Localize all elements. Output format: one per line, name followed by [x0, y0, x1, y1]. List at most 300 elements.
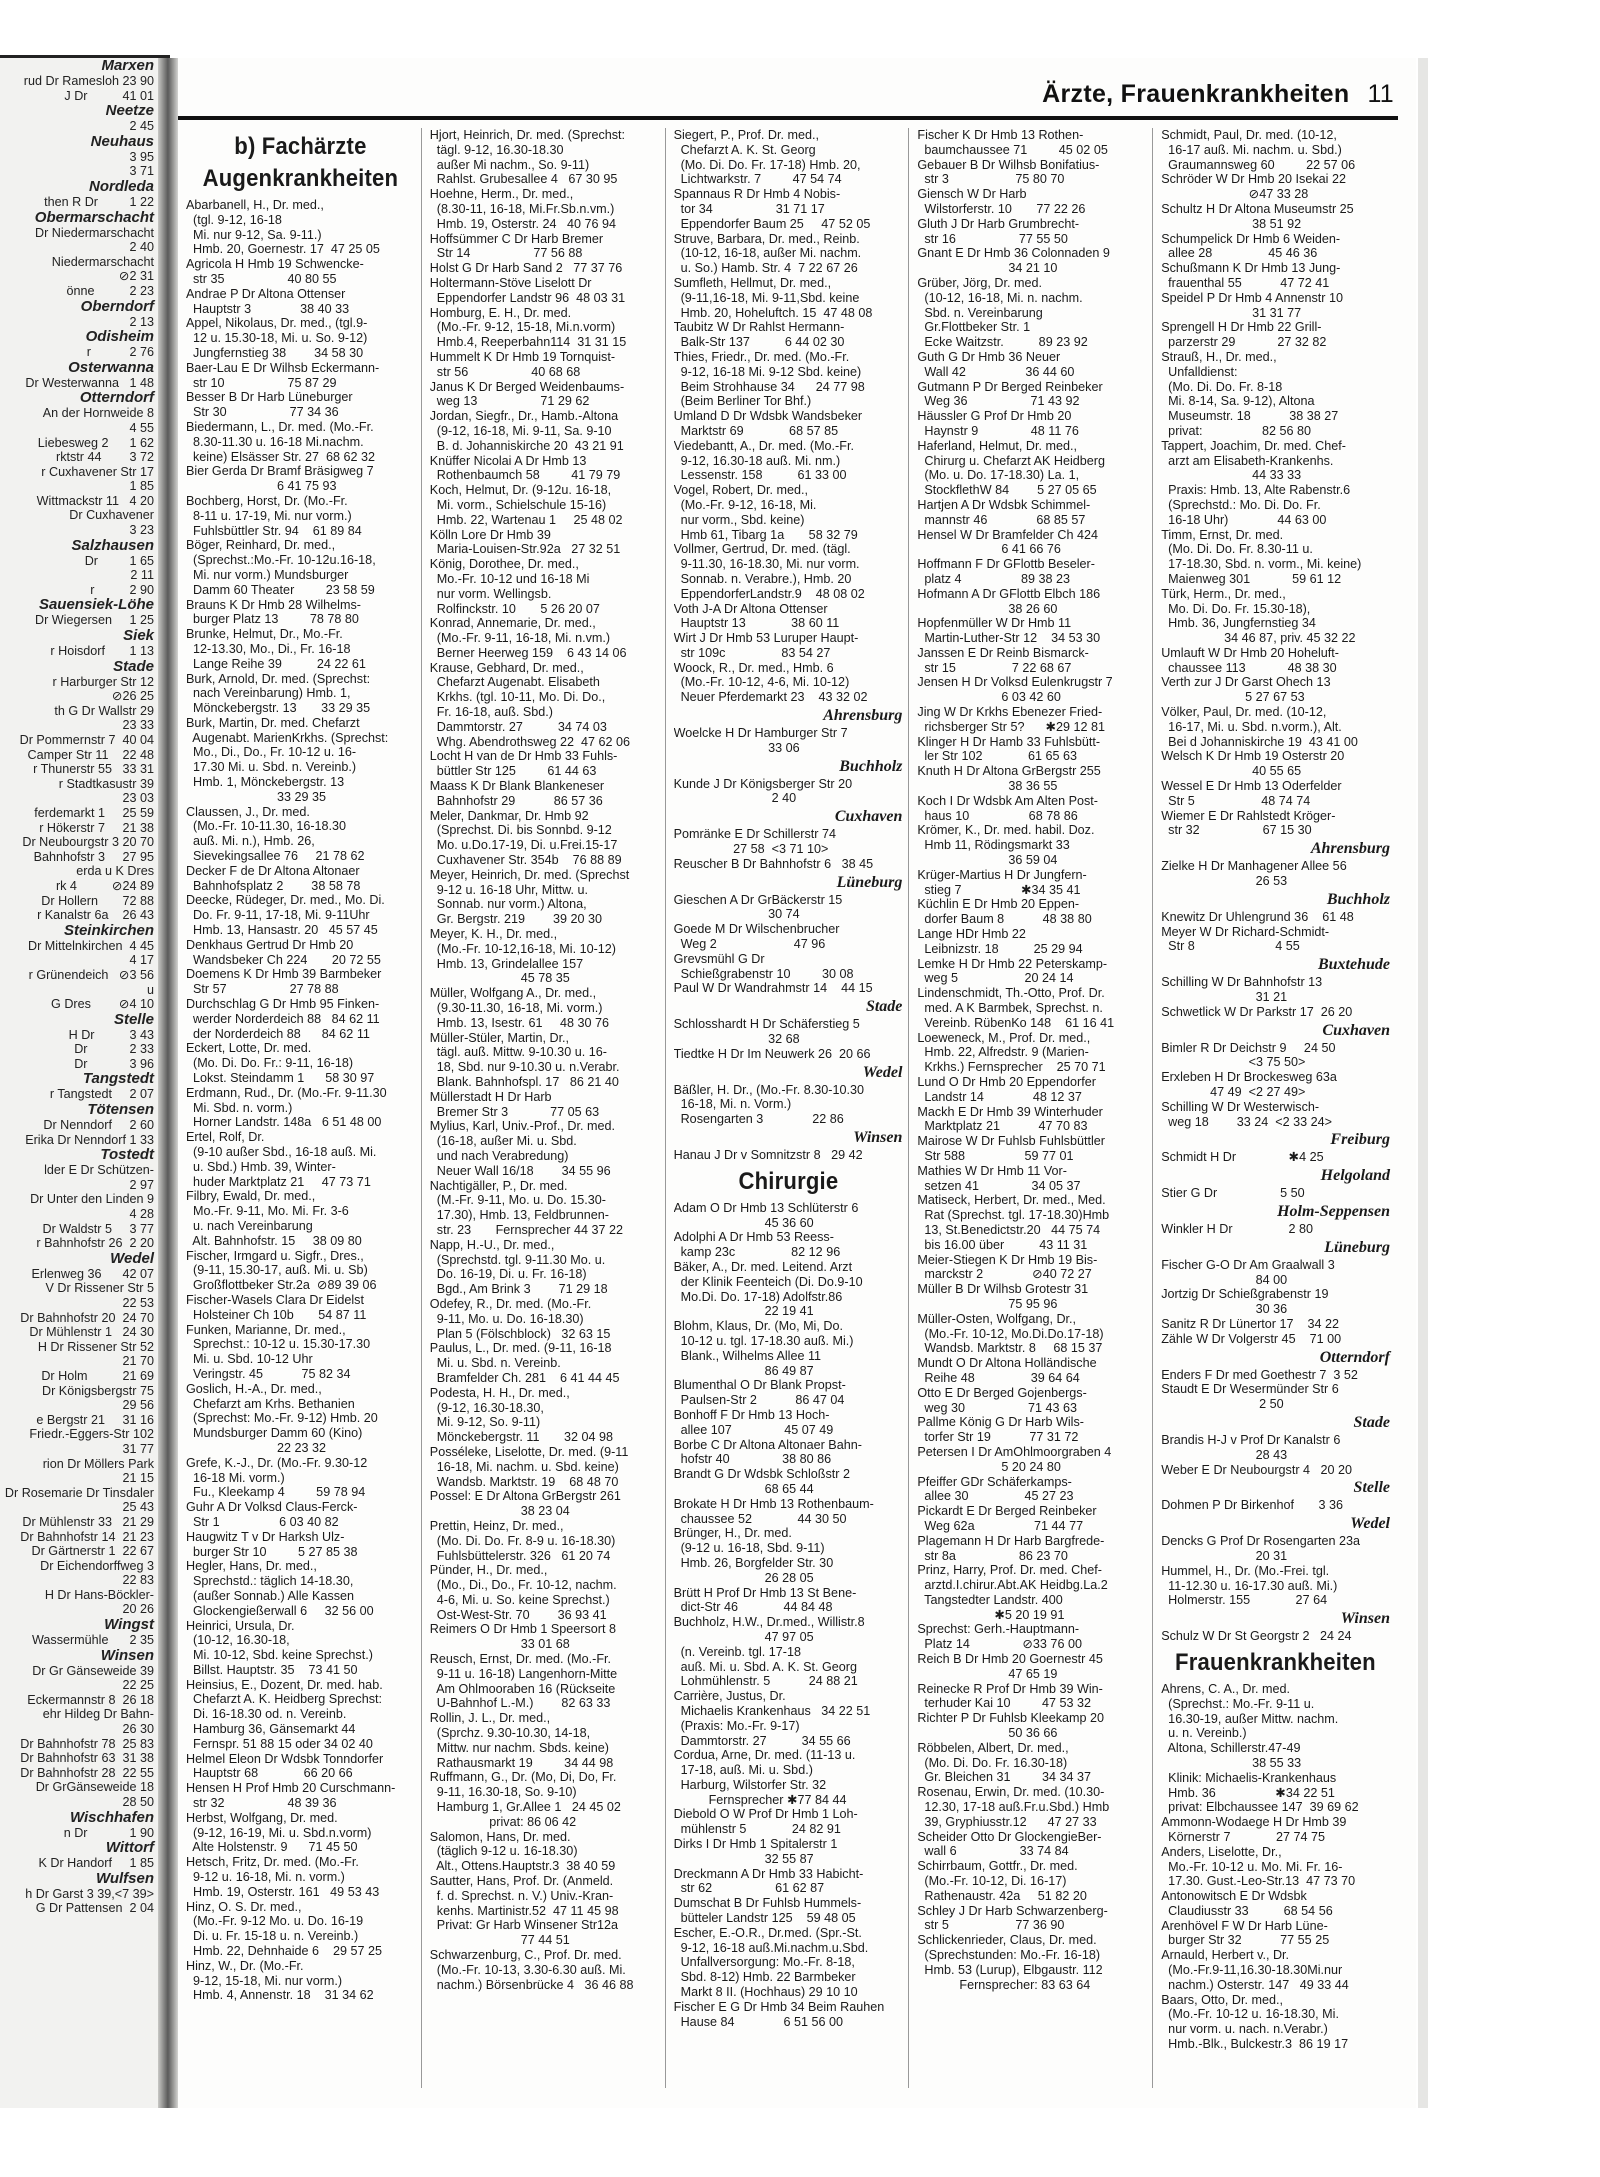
listing-line: 86 49 87 — [673, 1363, 814, 1378]
listing-line: Weg 36 71 43 92 — [917, 394, 1080, 409]
city-heading: Buxtehude — [1317, 956, 1390, 974]
left-page-line: Dr Gr Gänseweide 39 — [32, 1663, 154, 1678]
listing-line: Fuhlsbüttler Str. 94 61 89 84 — [186, 523, 362, 538]
listing-line: baumchaussee 71 45 02 05 — [917, 142, 1108, 157]
listing-line: Lokst. Steindamm 1 58 30 97 — [186, 1071, 375, 1086]
listing-line: Markt 8 II. (Hochhaus) 29 10 10 — [673, 1985, 858, 2000]
listing-line: Bier Gerda Dr Bramf Bräsigweg 7 — [186, 464, 374, 479]
listing-line: Rosenau, Erwin, Dr. med. (10.30- — [917, 1785, 1105, 1800]
listing-line: Bramfelder Ch. 281 6 41 44 45 — [429, 1370, 620, 1385]
listing-line: Knewitz Dr Uhlengrund 36 61 48 — [1161, 909, 1354, 924]
listing-line: dorfer Baum 8 48 38 80 — [917, 912, 1092, 927]
listing-line: Am Ohlmooraben 16 (Rückseite — [429, 1681, 616, 1696]
listing-line: Do. Fr. 9-11, 17-18, Mi. 9-11Uhr — [186, 908, 370, 923]
listing-line: keine) Elsässer Str. 27 68 62 32 — [186, 449, 376, 464]
listing-line: weg 13 71 29 62 — [429, 394, 590, 409]
listing-line: Sbd. 8-12) Hmb. 22 Barmbeker — [673, 1970, 856, 1985]
listing-line: Mi. u. Sbd. n. Vereinb. — [429, 1356, 561, 1371]
listing-line: Hmb. 19, Osterstr. 161 49 53 43 — [186, 1884, 380, 1899]
listing-line: Di. 16-18.30 od. n. Vereinb. — [186, 1707, 347, 1722]
listing-line: Bahnhofsplatz 2 38 58 78 — [186, 878, 361, 893]
listing-line: Meier-Stiegen K Dr Hmb 19 Bis- — [917, 1252, 1098, 1267]
left-page-line: Niedermarschacht — [51, 254, 154, 269]
listing-line: privat: Elbchaussee 147 39 69 62 — [1161, 1800, 1359, 1815]
listing-line: med. A K Barmbek, Sprechst. n. — [917, 1001, 1103, 1016]
listing-line: Harburg, Wilstorfer Str. 32 — [673, 1777, 827, 1792]
listing-line: Hetsch, Fritz, Dr. med. (Mo.-Fr. — [186, 1855, 359, 1870]
listing-line: Sievekingsallee 76 21 78 62 — [186, 849, 365, 864]
listing-line: kenhs. Martinistr.52 47 11 45 98 — [429, 1903, 619, 1918]
listing-line: frauenthal 55 47 72 41 — [1161, 275, 1330, 290]
listing-line: Körnerstr 7 27 74 75 — [1161, 1829, 1325, 1844]
listing-line: Reusch, Ernst, Dr. med. (Mo.-Fr. — [429, 1652, 612, 1667]
listing-line: Fr. 16-18, auß. Sbd.) — [429, 705, 553, 720]
listing-line: nachm.) Osterstr. 147 49 33 44 — [1161, 1977, 1349, 1992]
listing-line: dict-Str 46 44 84 48 — [673, 1600, 833, 1615]
left-page-line: 2 13 — [129, 314, 154, 329]
listing-line: 16-18, Mi. n. Vorm.) — [673, 1097, 792, 1112]
book-gutter-shadow — [158, 58, 180, 2108]
city-heading: Tötensen — [87, 1101, 154, 1119]
listing-line: Hamburg 36, Gänsemarkt 44 — [186, 1722, 356, 1737]
listing-line: parzerstr 29 27 32 82 — [1161, 335, 1327, 350]
listing-line: stieg 7 ✱34 35 41 — [917, 882, 1081, 897]
listing-line: Veringstr. 45 75 82 34 — [186, 1366, 351, 1381]
listing-line: 16-18 Mi. vorm.) — [186, 1470, 285, 1485]
left-page-line: Dr Bahnhofstr 28 22 55 — [20, 1765, 154, 1780]
column-4 — [909, 128, 1153, 2088]
city-heading: Helgoland — [1320, 1167, 1390, 1185]
left-page-line: r Hökerstr 7 21 38 — [39, 820, 154, 835]
left-page-line: Dr Hollern 72 88 — [41, 893, 154, 908]
listing-line: (Mo.-Fr. 9-12, 16-18, Mi. — [673, 497, 817, 512]
listing-line: Homburg, E. H., Dr. med. — [429, 305, 572, 320]
listing-line: Mylius, Karl, Univ.-Prof., Dr. med. — [429, 1119, 616, 1134]
listing-line: Haugwitz T v Dr Harksh Ulz- — [186, 1529, 345, 1544]
listing-line: Wall 42 36 44 60 — [917, 364, 1075, 379]
left-page-line: h Dr Garst 3 39,<7 39> — [25, 1886, 154, 1901]
listing-line: Zähle W Dr Volgerstr 45 71 00 — [1161, 1331, 1342, 1346]
listing-line: Burk, Arnold, Dr. med. (Sprechst: — [186, 671, 371, 686]
listing-line: Paul W Dr Wandrahmstr 14 44 15 — [673, 981, 873, 996]
listing-line: Hmb. 13, Hansastr. 20 45 57 45 — [186, 923, 378, 938]
listing-line: Ost-West-Str. 70 36 93 41 — [429, 1607, 607, 1622]
left-page-line: r Tangstedt 2 07 — [49, 1087, 154, 1102]
listing-line: Hmb.-Blk., Bulckestr.3 86 19 17 — [1161, 2037, 1349, 2052]
listing-line: (Mo.-Fr. 10-12, 4-6, Mi. 10-12) — [673, 675, 850, 690]
listing-line: B. d. Johanniskirche 20 43 21 91 — [429, 438, 624, 453]
listing-line: (Praxis: Mo.-Fr. 9-17) — [673, 1718, 800, 1733]
listing-line: (Sprechstunden: Mo.-Fr. 16-18) — [917, 1948, 1101, 1963]
left-page-line: Dr Niedermarschacht — [35, 225, 154, 240]
listing-line: Fischer-Wasels Clara Dr Eidelst — [186, 1292, 364, 1307]
listing-line: Jordan, Siegfr., Dr., Hamb.-Altona — [429, 409, 619, 424]
listing-line: Goslich, H.-A., Dr. med., — [186, 1381, 322, 1396]
listing-line: Dreckmann A Dr Hmb 33 Habicht- — [673, 1866, 864, 1881]
listing-line: 30 74 — [673, 907, 800, 922]
listing-line: Praxis: Hmb. 13, Alte Rabenstr.6 — [1161, 483, 1351, 498]
listing-line: Mittw. nur nachm. Sbds. keine) — [429, 1740, 609, 1755]
listing-line: Str 1 6 03 40 82 — [186, 1514, 339, 1529]
listing-line: Str 14 77 56 88 — [429, 246, 583, 261]
listing-line: 10-12 u. tgl. 17-18.30 auß. Mi.) — [673, 1333, 854, 1348]
left-page-line: Dr Holm 21 69 — [41, 1368, 154, 1383]
listing-line: Speidel P Dr Hmb 4 Annenstr 10 — [1161, 290, 1343, 305]
listing-line: Fernspr. 51 88 15 oder 34 02 40 — [186, 1736, 373, 1751]
left-page-line: r Grünendeich ⊘3 56 — [28, 967, 154, 982]
listing-line: (10-12, 16-18, Mi. n. nachm. — [917, 290, 1083, 305]
left-page-line: 4 55 — [129, 420, 154, 435]
listing-line: privat: 86 06 42 — [429, 1814, 577, 1829]
listing-line: Holst G Dr Harb Sand 2 77 37 76 — [429, 261, 623, 276]
listing-line: Meler, Dankmar, Dr. Hmb 92 — [429, 808, 589, 823]
listing-line: (Sprechst.:Mo.-Fr. 10-12u.16-18, — [186, 553, 376, 568]
listing-line: außer Mi nachm., So. 9-11) — [429, 157, 590, 172]
listing-line: Fernsprecher: 83 63 64 — [917, 1977, 1091, 1992]
listing-line: Maienweg 301 59 61 12 — [1161, 571, 1342, 586]
listing-line: 34 46 87, priv. 45 32 22 — [1161, 631, 1356, 646]
listing-line: Burk, Martin, Dr. med. Chefarzt — [186, 715, 360, 730]
listing-line: (8.30-11, 16-18, Mi.Fr.Sb.n.vm.) — [429, 201, 615, 216]
listing-line: Napp, H.-U., Dr. med., — [429, 1237, 555, 1252]
listing-line: 2 40 — [673, 791, 797, 806]
listing-line: wall 6 33 74 84 — [917, 1844, 1069, 1859]
city-heading: Otterndorf — [1319, 1348, 1390, 1366]
listing-line: Brünger, H., Dr. med. — [673, 1526, 792, 1541]
city-heading: Winsen — [1340, 1610, 1390, 1628]
listing-line: Mi. nur 9-12, Sa. 9-11.) — [186, 227, 322, 242]
listing-line: mannstr 46 68 85 57 — [917, 512, 1086, 527]
listing-line: Welsch K Dr Hmb 19 Osterstr 20 — [1161, 749, 1345, 764]
listing-line: Bei d Johanniskirche 19 43 41 00 — [1161, 734, 1358, 749]
listing-line: Graumannsweg 60 22 57 06 — [1161, 157, 1356, 172]
listing-line: Kunde J Dr Königsberger Str 20 — [673, 776, 853, 791]
listing-line: bis 16.00 über 43 11 31 — [917, 1237, 1088, 1252]
listing-line: Rathenaustr. 42a 51 82 20 — [917, 1888, 1087, 1903]
listing-line: weg 30 71 43 63 — [917, 1400, 1078, 1415]
listing-line: Durchschlag G Dr Hmb 95 Finken- — [186, 997, 380, 1012]
city-heading: Winsen — [853, 1129, 903, 1147]
listing-line: Adolphi A Dr Hmb 53 Reess- — [673, 1230, 834, 1245]
listing-line: allee 28 45 46 36 — [1161, 246, 1318, 261]
listing-line: Hmb 11, Rödingsmarkt 33 — [917, 838, 1070, 853]
left-page-line: H Dr 3 43 — [68, 1027, 154, 1042]
listing-line: und nach Verabredung) — [429, 1148, 569, 1163]
listing-line: Denkhaus Gertrud Dr Hmb 20 — [186, 937, 354, 952]
listing-line: (Mo.-Fr. 10-12, Mo.Di.Do.17-18) — [917, 1326, 1104, 1341]
listing-line: Müllerstadt H Dr Harb — [429, 1089, 552, 1104]
listing-line: Deecke, Rüdeger, Dr. med., Mo. Di. — [186, 893, 385, 908]
listing-line: str 32 48 39 36 — [186, 1796, 337, 1811]
listing-line: Erdmann, Rud., Dr. (Mo.-Fr. 9-11.30 — [186, 1085, 387, 1100]
listing-line: 16-17 auß. Mi. nachm. u. Sbd.) — [1161, 142, 1342, 157]
left-page-line: then R Dr 1 22 — [44, 194, 154, 209]
listing-line: Hmb. 20, Goernestr. 17 47 25 05 — [186, 242, 380, 257]
left-page-line: Friedr.-Eggers-Str 102 — [29, 1427, 154, 1442]
listing-line: Meyer, Heinrich, Dr. med. (Sprechst — [429, 867, 630, 882]
listing-line: 16-18 Uhr) 44 63 00 — [1161, 512, 1327, 527]
listing-line: Str 8 4 55 — [1161, 939, 1300, 954]
city-heading: Wittorf — [105, 1839, 154, 1857]
left-page-line: r 2 76 — [86, 345, 154, 360]
listing-line: Unfalldienst: — [1161, 364, 1238, 379]
left-page-line: ⊘2 31 — [118, 269, 154, 284]
listing-line: Eckert, Lotte, Dr. med. — [186, 1041, 312, 1056]
listing-line: Paulsen-Str 2 86 47 04 — [673, 1393, 845, 1408]
listing-line: Dencks G Prof Dr Rosengarten 23a — [1161, 1534, 1360, 1549]
listing-line: Nachtigäller, P., Dr. med. — [429, 1178, 568, 1193]
listing-line: Hensel W Dr Bramfelder Ch 424 — [917, 527, 1098, 542]
listing-line: Neuer Wall 16/18 34 55 96 — [429, 1163, 611, 1178]
listing-line: Krüger-Martius H Dr Jungfern- — [917, 867, 1087, 882]
left-page-line: r Bahnhofstr 26 2 20 — [36, 1236, 154, 1251]
left-page-line: rion Dr Möllers Park — [42, 1456, 154, 1471]
left-page-line: Dr Bahnhofstr 63 31 38 — [20, 1751, 154, 1766]
listing-line: 68 65 44 — [673, 1481, 814, 1496]
listing-line: Andrae P Dr Altona Ottenser — [186, 286, 346, 301]
left-page-line: 2 11 — [130, 568, 154, 583]
listing-line: privat: 82 56 80 — [1161, 423, 1311, 438]
listing-line: 17.30), Hmb. 13, Feldbrunnen- — [429, 1208, 610, 1223]
listing-line: Sumfleth, Hellmut, Dr. med., — [673, 275, 832, 290]
listing-line: Mathies W Dr Hmb 11 Vor- — [917, 1163, 1067, 1178]
city-heading: Obermarschacht — [34, 208, 154, 226]
listing-line: Hanau J Dr v Somnitzstr 8 29 42 — [673, 1148, 863, 1163]
listing-line: 39, Gryphiusstr.12 47 27 33 — [917, 1814, 1097, 1829]
listing-line: (10-12, 16-18, außer Mi. nachm. — [673, 246, 862, 261]
listing-line: Sbd. n. Vereinbarung — [917, 305, 1043, 320]
listing-line: Ertel, Rolf, Dr. — [186, 1130, 265, 1145]
listing-line: Hmb. 26, Borgfelder Str. 30 — [673, 1555, 834, 1570]
listing-line: der Klinik Feenteich (Di. Do.9-10 — [673, 1274, 863, 1289]
listing-line: Bochberg, Horst, Dr. (Mo.-Fr. — [186, 493, 348, 508]
listing-line: 9-12, 16-18 auß.Mi.nachm.u.Sbd. — [673, 1940, 869, 1955]
listing-line: Kölln Lore Dr Hmb 39 — [429, 527, 551, 542]
listing-line: 38 55 33 — [1161, 1755, 1302, 1770]
listing-line: Mönckebergstr. 11 32 04 98 — [429, 1430, 613, 1445]
left-page-line: 2 97 — [129, 1177, 154, 1192]
listing-line: Str 30 77 34 36 — [186, 405, 339, 420]
listing-line: Helmel Eleon Dr Wdsbk Tonndorfer — [186, 1751, 384, 1766]
listing-line: Voth J-A Dr Altona Ottenser — [673, 601, 828, 616]
listing-line: Di. u. Fr. 15-18 u. n. Vereinb.) — [186, 1929, 359, 1944]
listing-line: Eppendorfer Baum 25 47 52 05 — [673, 216, 871, 231]
left-page-line: 3 23 — [129, 523, 154, 538]
listing-line: 31 31 77 — [1161, 305, 1302, 320]
listing-line: 17-18, auß. Mi. u. Sbd.) — [673, 1763, 813, 1778]
listing-line: Matiseck, Herbert, Dr. med., Med. — [917, 1193, 1106, 1208]
left-page-line: e Bergstr 21 31 16 — [36, 1412, 154, 1427]
listing-line: Mo. Di. Do. Fr. 15.30-18), — [1161, 601, 1311, 616]
listing-line: 9-12, 15-18, Mi. nur vorm.) — [186, 1973, 343, 1988]
left-page-line: ehr Hildeg Dr Bahn- — [42, 1707, 154, 1722]
listing-line: Maria-Louisen-Str.92a 27 32 51 — [429, 542, 621, 557]
listing-line: Woock, R., Dr. med., Hmb. 6 — [673, 660, 834, 675]
listing-line: 8.30-11.30 u. 16-18 Mi.nachm. — [186, 434, 364, 449]
listing-line: Lange Reihe 39 24 22 61 — [186, 656, 366, 671]
listing-line: Escher, E.-O.R., Dr.med. (Spr.-St. — [673, 1925, 862, 1940]
city-heading: Tostedt — [100, 1146, 154, 1164]
listing-line: burger Str 10 5 27 85 38 — [186, 1544, 358, 1559]
listing-line: Hmb. 36, Jungfernstieg 34 — [1161, 616, 1316, 631]
city-heading: Osterwanna — [68, 358, 154, 376]
listing-line: Hjort, Heinrich, Dr. med. (Sprechst: — [429, 128, 626, 142]
listing-line: Weg 62a 71 44 77 — [917, 1518, 1084, 1533]
listing-line: Berner Heerweg 159 6 43 14 06 — [429, 645, 627, 660]
listing-columns — [178, 128, 1396, 2088]
listing-line: Petersen I Dr AmOhlmoorgraben 4 — [917, 1444, 1112, 1459]
left-page-line: ⊘26 25 — [111, 689, 154, 704]
listing-line: (Mo. Di. Do. Fr. 16.30-18) — [917, 1755, 1068, 1770]
listing-line: 36 59 04 — [917, 853, 1058, 868]
listing-line: Do. 16-19, Di. u. Fr. 16-18) — [429, 1267, 587, 1282]
left-page-line: Dr Bahnhofstr 20 24 70 — [20, 1310, 154, 1325]
listing-line: (Mo.-Fr. 9-12, 15-18, Mi.n.vorm) — [429, 320, 616, 335]
listing-line: Schulz W Dr St Georgstr 2 24 24 — [1161, 1629, 1352, 1644]
left-page-line: Erika Dr Nenndorf 1 33 — [25, 1132, 154, 1147]
listing-line: Museumstr. 18 38 38 27 — [1161, 409, 1339, 424]
listing-line: (Mo.-Fr. 10-12, Di. 16-17) — [917, 1874, 1067, 1889]
listing-line: Baer-Lau E Dr Wilhsb Eckermann- — [186, 360, 380, 375]
left-page-line: 4 17 — [129, 953, 154, 968]
listing-line: 34 21 10 — [917, 261, 1058, 276]
listing-line: (Sprechstd.: Mo. Di. Do. Fr. — [1161, 497, 1321, 512]
listing-line: Bäker, A., Dr. med. Leitend. Arzt — [673, 1260, 853, 1274]
listing-line: allee 107 45 07 49 — [673, 1422, 834, 1437]
listing-line: Prinz, Harry, Prof. Dr. med. Chef- — [917, 1563, 1102, 1578]
listing-line: Völker, Paul, Dr. med. (10-12, — [1161, 705, 1327, 720]
listing-line: (tgl. 9-12, 16-18 — [186, 212, 282, 227]
listing-line: Hauptstr 68 66 20 66 — [186, 1766, 353, 1781]
listing-line: Claudiusstr 33 68 54 56 — [1161, 1903, 1333, 1918]
listing-line: Schley J Dr Harb Schwarzenberg- — [917, 1903, 1108, 1918]
listing-line: 9-12 u. 16-18, Mi. n. vorm.) — [186, 1870, 345, 1885]
listing-line: (16-18, außer Mi. u. Sbd. — [429, 1134, 577, 1149]
listing-line: Chefarzt A. K. Heidberg Sprechst: — [186, 1692, 382, 1707]
listing-line: (10-12, 16.30-18, — [186, 1633, 290, 1648]
left-page-line: H Dr Rissener Str 52 — [37, 1339, 154, 1354]
city-heading: Wingst — [104, 1616, 154, 1634]
page-number: 11 — [1367, 80, 1394, 108]
left-page-line: Dr Waldstr 5 3 77 — [42, 1221, 154, 1236]
listing-line: Alte Holstenstr. 9 71 45 50 — [186, 1840, 358, 1855]
listing-line: Salomon, Hans, Dr. med. — [429, 1829, 571, 1844]
listing-line: terhuder Kai 10 47 53 32 — [917, 1696, 1092, 1711]
listing-line: Augenabt. MarienKrkhs. (Sprechst: — [186, 730, 389, 745]
listing-line: 6 41 75 93 — [186, 479, 337, 494]
city-heading: Neetze — [105, 102, 154, 120]
listing-line: 22 19 41 — [673, 1304, 814, 1319]
listing-line: Fischer K Dr Hmb 13 Rothen- — [917, 128, 1084, 142]
listing-line: Mi. vorm., Schielschule 15-16) — [429, 497, 607, 512]
left-page-line: G Dres ⊘4 10 — [51, 997, 154, 1012]
listing-line: Wandsb. Marktstr. 19 68 48 70 — [429, 1474, 619, 1489]
listing-line: 33 06 — [673, 740, 800, 755]
listing-line: 30 36 — [1161, 1302, 1288, 1317]
listing-line: 26 53 — [1161, 874, 1288, 889]
listing-line: Strauß, H., Dr. med., — [1161, 349, 1277, 364]
listing-line: 5 20 24 80 — [917, 1459, 1061, 1474]
city-heading: Holm-Seppensen — [1277, 1203, 1390, 1220]
listing-line: Taubitz W Dr Rahlst Hermann- — [673, 320, 845, 335]
left-page-line: Wassermühle 2 35 — [31, 1633, 154, 1648]
listing-line: 47 97 05 — [673, 1629, 814, 1644]
listing-line: (n. Vereinb. tgl. 17-18 — [673, 1644, 802, 1659]
listing-line: (Mo. u. Do. 17-18.30) La. 1, — [917, 468, 1080, 483]
left-page-line: rktstr 44 3 72 — [56, 450, 154, 465]
listing-line: 9-11 u. 16-18) Langenhorn-Mitte — [429, 1666, 618, 1681]
left-page-line: 22 53 — [122, 1296, 154, 1310]
listing-line: str 5 77 36 90 — [917, 1918, 1065, 1933]
city-heading: Freiburg — [1330, 1131, 1390, 1149]
left-page-line: 23 03 — [122, 791, 154, 806]
listing-line: 18, Sbd. nur 9-10.30 u. n.Verabr. — [429, 1060, 620, 1075]
listing-line: EppendorferLandstr.9 48 08 02 — [673, 586, 865, 601]
listing-line: Sprechstd.: täglich 14-18.30, — [186, 1574, 354, 1589]
listing-line: Neuer Pferdemarkt 23 43 32 02 — [673, 690, 868, 705]
listing-line: Woelcke H Dr Hamburger Str 7 — [673, 726, 848, 741]
listing-line: Sprechst: Gerh.-Hauptmann- — [917, 1622, 1080, 1637]
listing-line: 11-12.30 u. 16-17.30 auß. Mi.) — [1161, 1578, 1338, 1593]
listing-line: Plan 5 (Fölschblock) 32 63 15 — [429, 1326, 611, 1341]
listing-line: Vogel, Robert, Dr. med., — [673, 483, 808, 498]
listing-line: Dirks I Dr Hmb 1 Spitalerstr 1 — [673, 1837, 838, 1852]
listing-line: Str 588 59 77 01 — [917, 1148, 1074, 1163]
listing-line: (Mo.-Fr. 10-13, 3.30-6.30 auß. Mi. — [429, 1962, 626, 1977]
listing-line: Podesta, H. H., Dr. med., — [429, 1385, 570, 1400]
listing-line: auß. Mi. n.), Hmb. 26, — [186, 834, 315, 849]
city-heading: Wedel — [1350, 1515, 1390, 1533]
listing-line: Heinsius, E., Dozent, Dr. med. hab. — [186, 1677, 383, 1692]
listing-line: 84 00 — [1161, 1272, 1288, 1287]
listing-line: Carrière, Justus, Dr. — [673, 1689, 786, 1704]
listing-line: Reich B Dr Hmb 20 Goernestr 45 — [917, 1652, 1103, 1667]
listing-line: Marktplatz 21 47 70 83 — [917, 1119, 1088, 1134]
listing-line: Schießgrabenstr 10 30 08 — [673, 966, 854, 981]
listing-line: 33 29 35 — [186, 789, 326, 804]
listing-line: (außer Sonnab.) Alle Kassen — [186, 1588, 355, 1603]
listing-line: Gluth J Dr Harb Grumbrecht- — [917, 216, 1080, 231]
listing-line: Sonnab. nur vorm.) Altona, — [429, 897, 587, 912]
listing-line: Doemens K Dr Hmb 39 Barmbeker — [186, 967, 382, 982]
section-heading: Chirurgie — [738, 1167, 838, 1195]
listing-line: Bremer Str 3 77 05 63 — [429, 1104, 600, 1119]
listing-line: Schlosshardt H Dr Schäferstieg 5 — [673, 1017, 860, 1032]
listing-line: Mi. 9-12, So. 9-11) — [429, 1415, 541, 1430]
listing-line: (Mo.-Fr. 10-11.30, 16-18.30 — [186, 819, 347, 834]
listing-line: Blank. Bahnhofspl. 17 86 21 40 — [429, 1075, 619, 1089]
listing-line: str 109c 83 54 27 — [673, 645, 831, 660]
listing-line: marckstr 2 ⊘40 72 27 — [917, 1267, 1092, 1282]
listing-line: Arnauld, Herbert v., Dr. — [1161, 1948, 1290, 1963]
listing-line: Grevsmühl G Dr — [673, 951, 765, 966]
listing-line: Pallme König G Dr Harb Wils- — [917, 1415, 1084, 1430]
listing-line: Verth zur J Dr Garst Ohech 13 — [1161, 675, 1331, 690]
listing-line: Hartjen A Dr Wdsbk Schimmel- — [917, 497, 1091, 512]
column-2 — [422, 128, 666, 2088]
listing-line: Umland D Dr Wdsbk Wandsbeker — [673, 409, 863, 424]
listing-line: Fischer G-O Dr Am Graalwall 3 — [1161, 1257, 1335, 1272]
listing-line: U-Bahnhof L.-M.) 82 63 33 — [429, 1696, 611, 1711]
city-heading: Sauensiek-Löhe — [38, 596, 154, 614]
listing-line: Ruffmann, G., Dr. (Mo, Di, Do, Fr. — [429, 1770, 617, 1785]
listing-line: Privat: Gr Harb Winsener Str12a — [429, 1918, 619, 1933]
listing-line: Guhr A Dr Volksd Claus-Ferck- — [186, 1500, 358, 1515]
listing-line: 45 36 60 — [673, 1215, 814, 1230]
listing-line: 16-17, Mi. u. Sbd. n.vorm.), Alt. — [1161, 719, 1342, 734]
listing-line: 17.30. Gust.-Leo-Str.13 47 73 70 — [1161, 1874, 1356, 1889]
listing-line: Hmb. 22, Dehnhaide 6 29 57 25 — [186, 1944, 383, 1959]
